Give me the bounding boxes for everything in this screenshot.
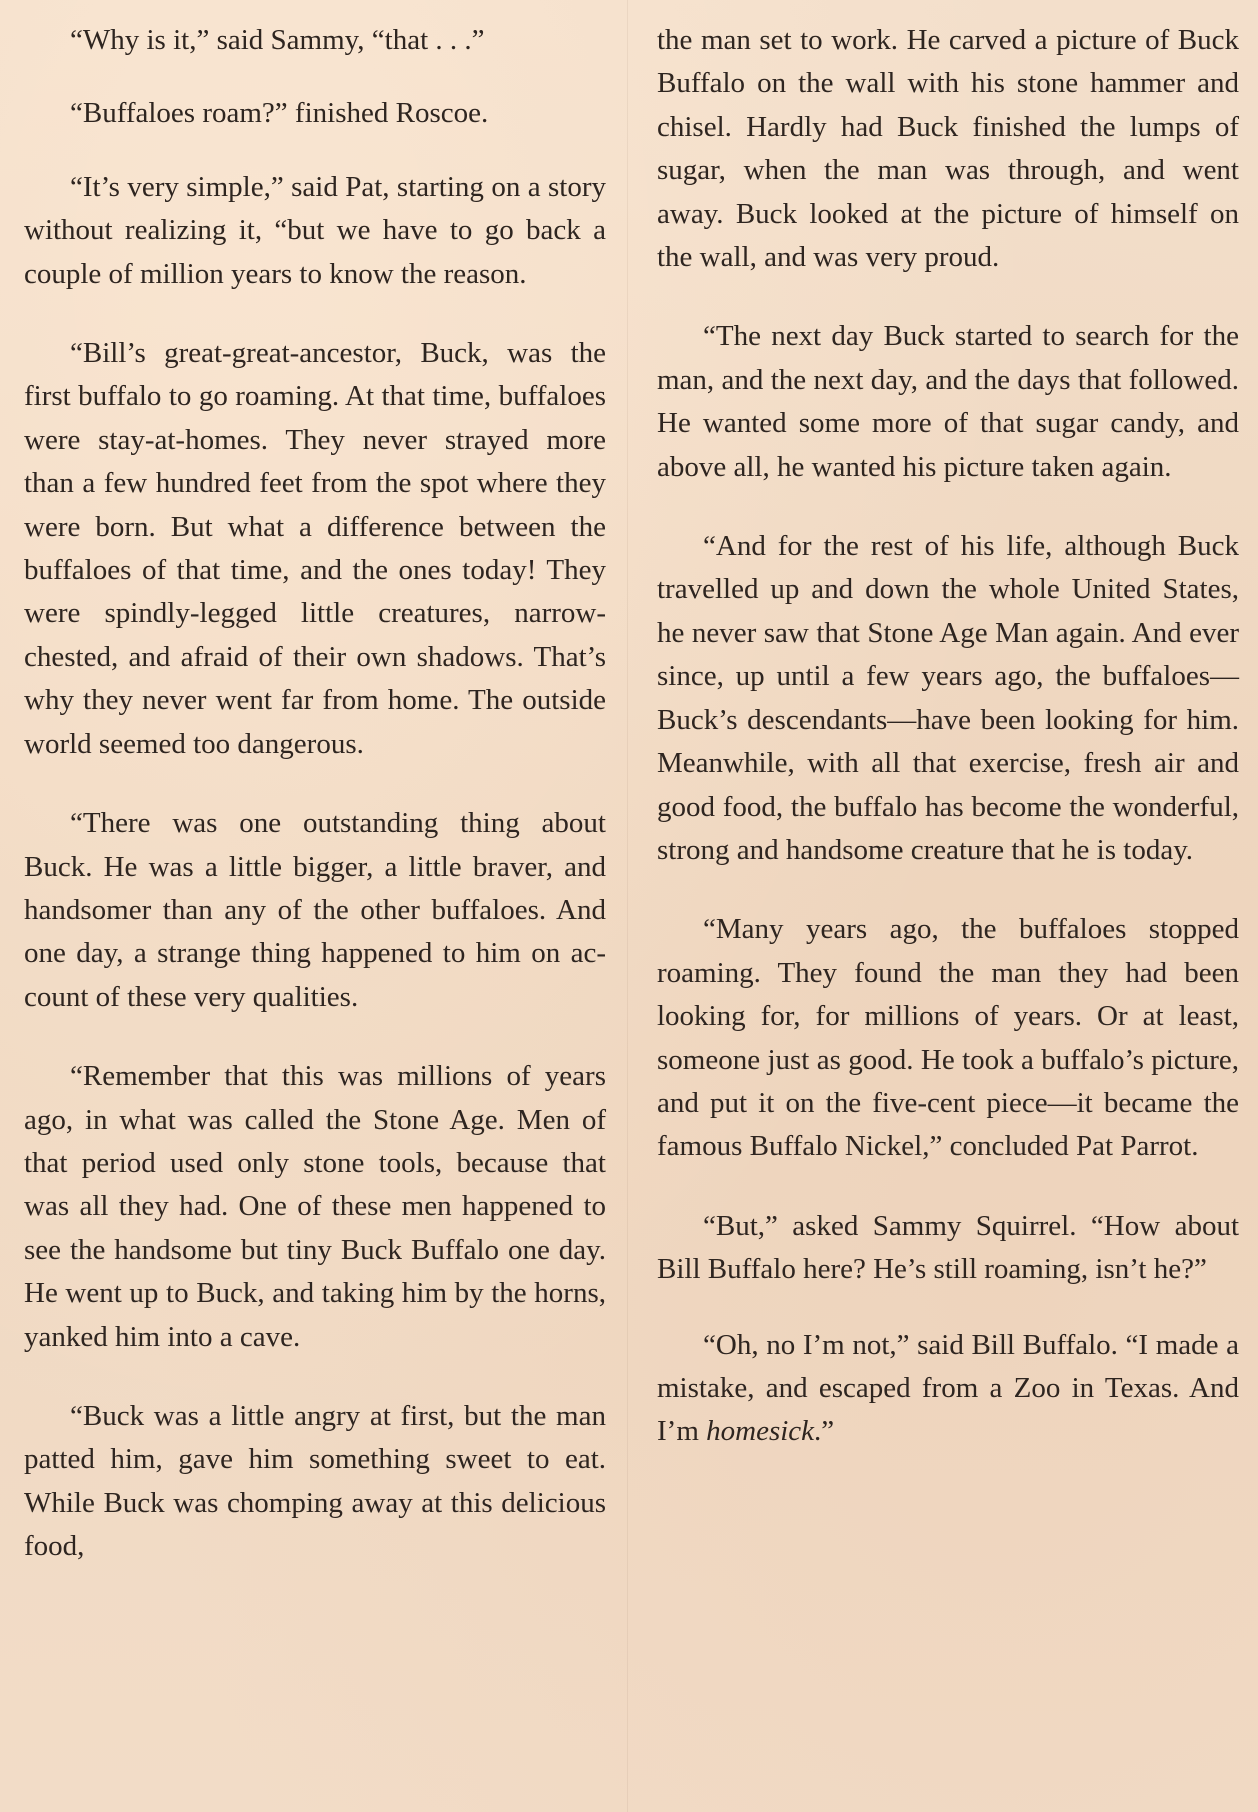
paragraph-roscoe-answer: “Buffaloes roam?” finished Roscoe. [70,97,489,130]
bill-reply-end: .” [814,1415,835,1448]
right-text-column [657,0,1239,1454]
homesick-emphasis: homesick [706,1415,815,1448]
paragraph-stone-age: “Remember that this was millions of years ago, in what was called the Stone Age. Men of that period used only stone tools, because that was all they had. One of these men happened to see the handsome but tiny Buck Buffalo one day. He went up to Buck, and taking him by the horns, yanked him into a cave. [24,1060,606,1353]
left-text-column [24,0,606,1569]
paragraph-sammy-asks: “But,” asked Sammy Squirrel. “How about Bill Buffalo here? He’s still roaming, isn’t he?” [657,1209,1239,1286]
paragraph-bill-homesick [657,1324,1239,1454]
paragraph-sammy-question: “Why is it,” said Sammy, “that . . .” [70,24,485,56]
paragraph-rest-of-life: “And for the rest of his life, although Buck travelled up and down the whole United States, he never saw that Stone Age Man again. And ever since, up until a few years ago, the buffaloes—Buck’s descendants—have been looking for him. Meanwhile, with all that exercise, fresh air and good food, the buffalo has become the wonderful, strong and handsome creature that he is today. [657,530,1239,866]
paragraph-buffalo-nickel: “Many years ago, the buffaloes stopped roaming. They found the man they had been looking for, for millions of years. Or at least, someone just as good. He took a buffalo’s picture, and put it on the five-cent piece—it became the famous Buffalo Nickel,” concluded Pat Parrot. [657,913,1239,1163]
paragraph-pat-story-start: “It’s very simple,” said Pat, starting on a story without realizing it, “but we have to go back a couple of million years to know the reason. [24,170,606,290]
paragraph-search-for-man: “The next day Buck started to search for the man, and the next day, and the days that followed. He wanted some more of that sugar candy, and above all, he wanted his picture taken again. [657,320,1239,483]
bill-reply-text: “Oh, no I’m not,” said Bill Buffalo. “I made a mistake, and escaped from a Zoo in Texas. And I’m [657,1328,1239,1448]
paragraph-buck-angry: “Buck was a little angry at first, but the man patted him, gave him something sweet to eat. While Buck was chomping away at this delicious food, [24,1399,606,1563]
column-gutter [627,0,628,1812]
paragraph-carved-picture: the man set to work. He carved a picture of Buck Buffalo on the wall with his stone hammer and chisel. Hardly had Buck finished the lumps of sugar, when the man was through, and went away. Buck looked at the picture of himself on the wall, and was very proud. [657,24,1239,274]
paragraph-buck-outstanding: “There was one outstanding thing about Buck. He was a little bigger, a little braver, and handsomer than any of the other buffaloes. And one day, a strange thing happened to him on account of these very qualities. [24,807,606,1013]
paragraph-buck-first-roamer: “Bill’s great-great-ancestor, Buck, was the first buffalo to go roaming. At that time, buffaloes were stay-at-homes. They never strayed more than a few hundred feet from the spot where they were born. But what a difference between the buffaloes of that time, and the ones today! They were spindly-legged little creatures, narrow-chested, and afraid of their own shadows. That’s why they never went far from home. The outside world seemed too dangerous. [24,337,606,760]
